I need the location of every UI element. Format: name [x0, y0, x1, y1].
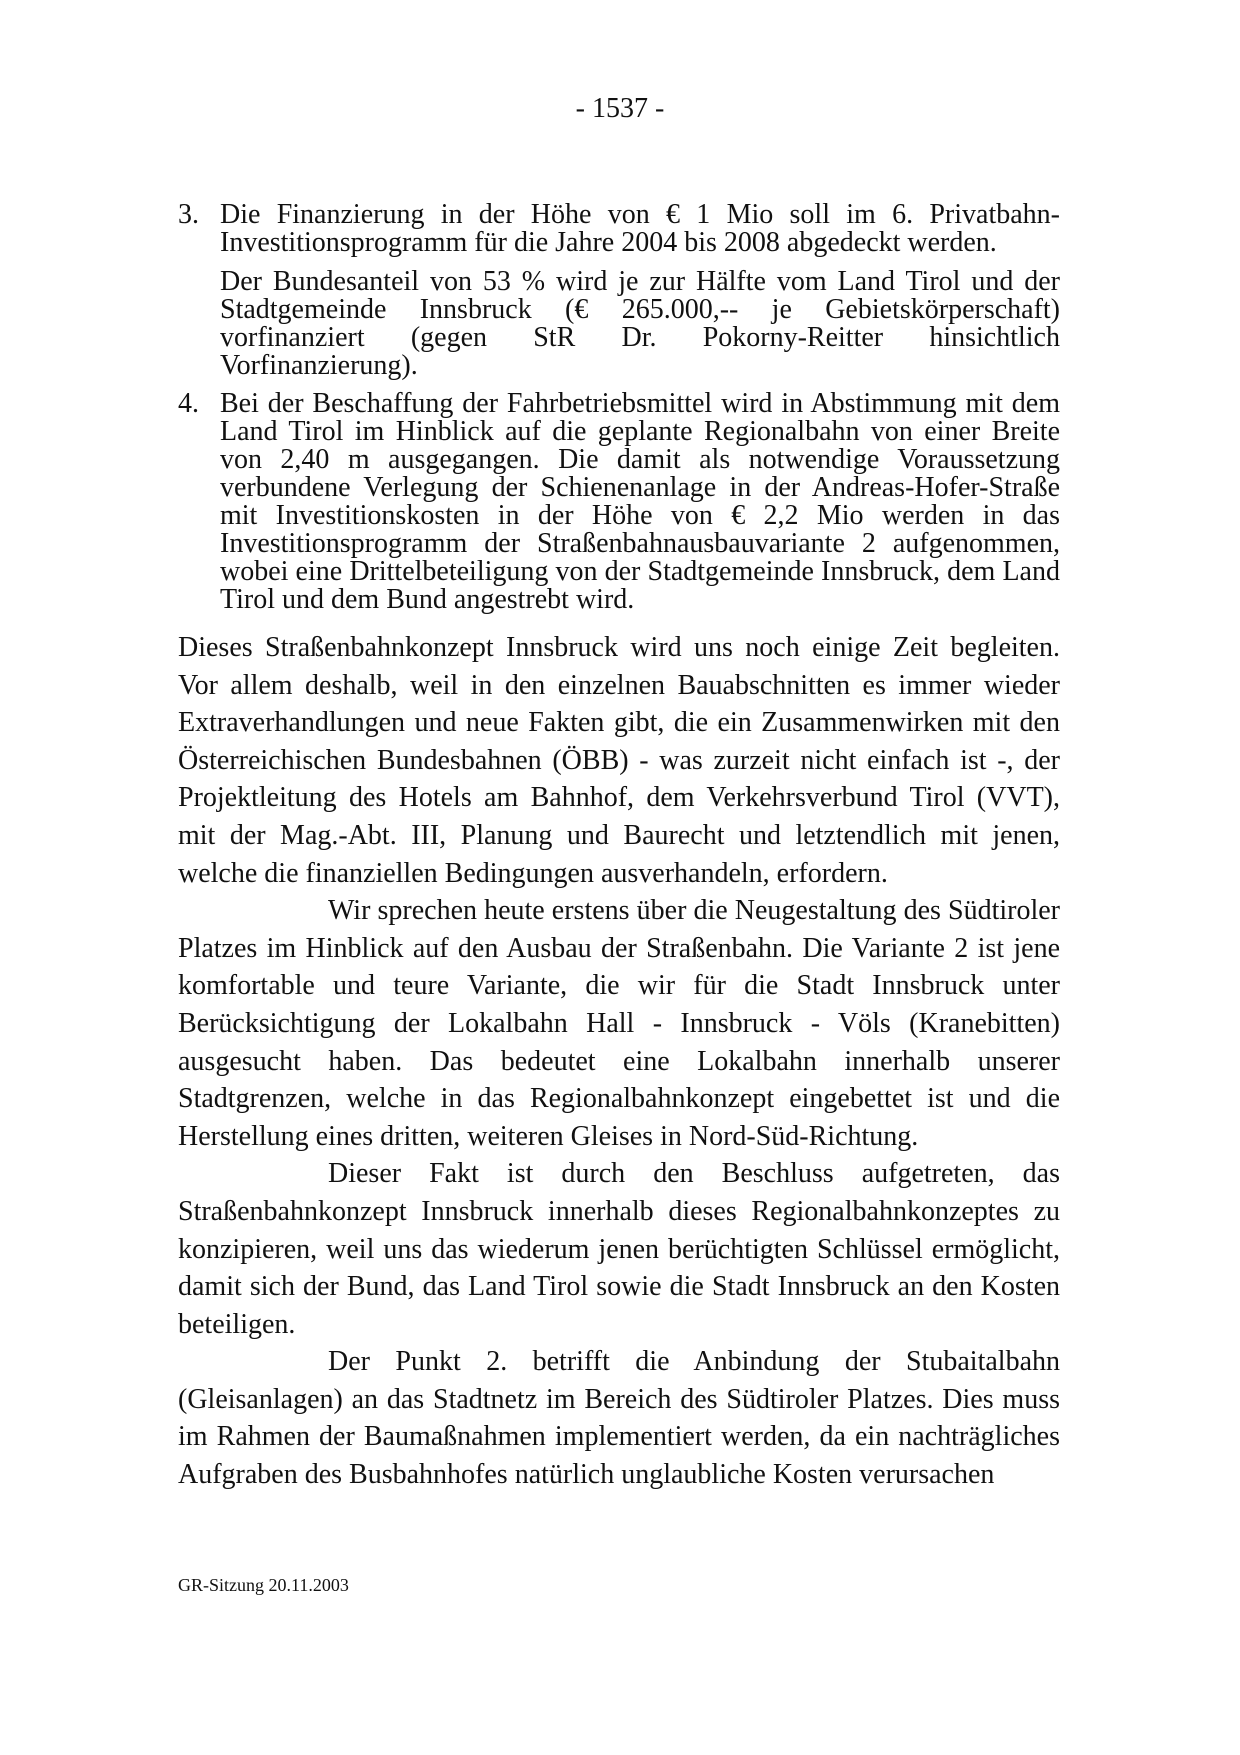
page-number: - 1537 -: [575, 93, 665, 124]
list-item-number: 3.: [178, 199, 199, 230]
list-item-3: [178, 201, 1060, 380]
body-paragraph: Der Punkt 2. betrifft die Anbindung der Stubaitalbahn (Gleisanlagen) an das Stadtnetz im Bereich des Südtiroler Platzes. Dies muss im Rahmen der Baumaßnahmen implementiert werden, da ein nachträgliches Aufgraben des Busbahnhofes natürlich unglaubliche Kosten verursachen: [178, 1346, 1060, 1491]
footer: GR-Sitzung 20.11.2003: [178, 1575, 349, 1595]
body-paragraph: Dieser Fakt ist durch den Beschluss aufgetreten, das Straßenbahnkonzept Innsbruck innerhalb dieses Regionalbahnkonzeptes zu konzipieren, weil uns das wiederum jenen berüchtigten Schlüssel ermöglicht, damit sich der Bund, das Land Tirol sowie die Stadt Innsbruck an den Kosten beteiligen.: [178, 1158, 1060, 1340]
list-item-paragraph: Der Bundesanteil von 53 % wird je zur Hälfte vom Land Tirol und der Stadtgemeinde Innsbruck (€ 265.000,-- je Gebietskörperschaft) vorfinanziert (gegen StR Dr. Pokorny-Reitter hinsichtlich Vorfinanzierung).: [220, 266, 1060, 381]
body-paragraph: Wir sprechen heute erstens über die Neugestaltung des Südtiroler Platzes im Hinblick auf den Ausbau der Straßenbahn. Die Variante 2 ist jene komfortable und teure Variante, die wir für die Stadt Innsbruck unter Berücksichtigung der Lokalbahn Hall - Innsbruck - Völs (Kranebitten) ausgesucht haben. Das bedeutet eine Lokalbahn innerhalb unserer Stadtgrenzen, welche in das Regionalbahnkonzept eingebettet ist und die Herstellung eines dritten, weiteren Gleises in Nord-Süd-Richtung.: [178, 895, 1060, 1152]
list-item-paragraph: Bei der Beschaffung der Fahrbetriebsmittel wird in Abstimmung mit dem Land Tirol im Hinblick auf die geplante Regionalbahn von einer Breite von 2,40 m ausgegangen. Die damit als notwendige Voraussetzung verbundene Verlegung der Schienenanlage in der Andreas-Hofer-Straße mit Investitionskosten in der Höhe von € 2,2 Mio werden in das Investitionsprogramm der Straßenbahnausbauvariante 2 aufgenommen, wobei eine Drittelbeteiligung von der Stadtgemeinde Innsbruck, dem Land Tirol und dem Bund angestrebt wird.: [220, 388, 1060, 615]
body-text: [178, 629, 1060, 1494]
numbered-list: [178, 201, 1060, 614]
list-item-4: [178, 390, 1060, 614]
body-paragraph: Dieses Straßenbahnkonzept Innsbruck wird uns noch einige Zeit begleiten. Vor allem deshalb, weil in den einzelnen Bauabschnitten es immer wieder Extraverhandlungen und neue Fakten gibt, die ein Zusammenwirken mit den Österreichischen Bundesbahnen (ÖBB) - was zurzeit nicht einfach ist -, der Projektleitung des Hotels am Bahnhof, dem Verkehrsverbund Tirol (VVT), mit der Mag.-Abt. III, Planung und Baurecht und letztendlich mit jenen, welche die finanziellen Bedingungen ausverhandeln, erfordern.: [178, 632, 1060, 889]
list-item-number: 4.: [178, 388, 199, 419]
list-item-paragraph: Die Finanzierung in der Höhe von € 1 Mio soll im 6. Privatbahn-Investitionsprogramm für die Jahre 2004 bis 2008 abgedeckt werden.: [220, 199, 1060, 258]
